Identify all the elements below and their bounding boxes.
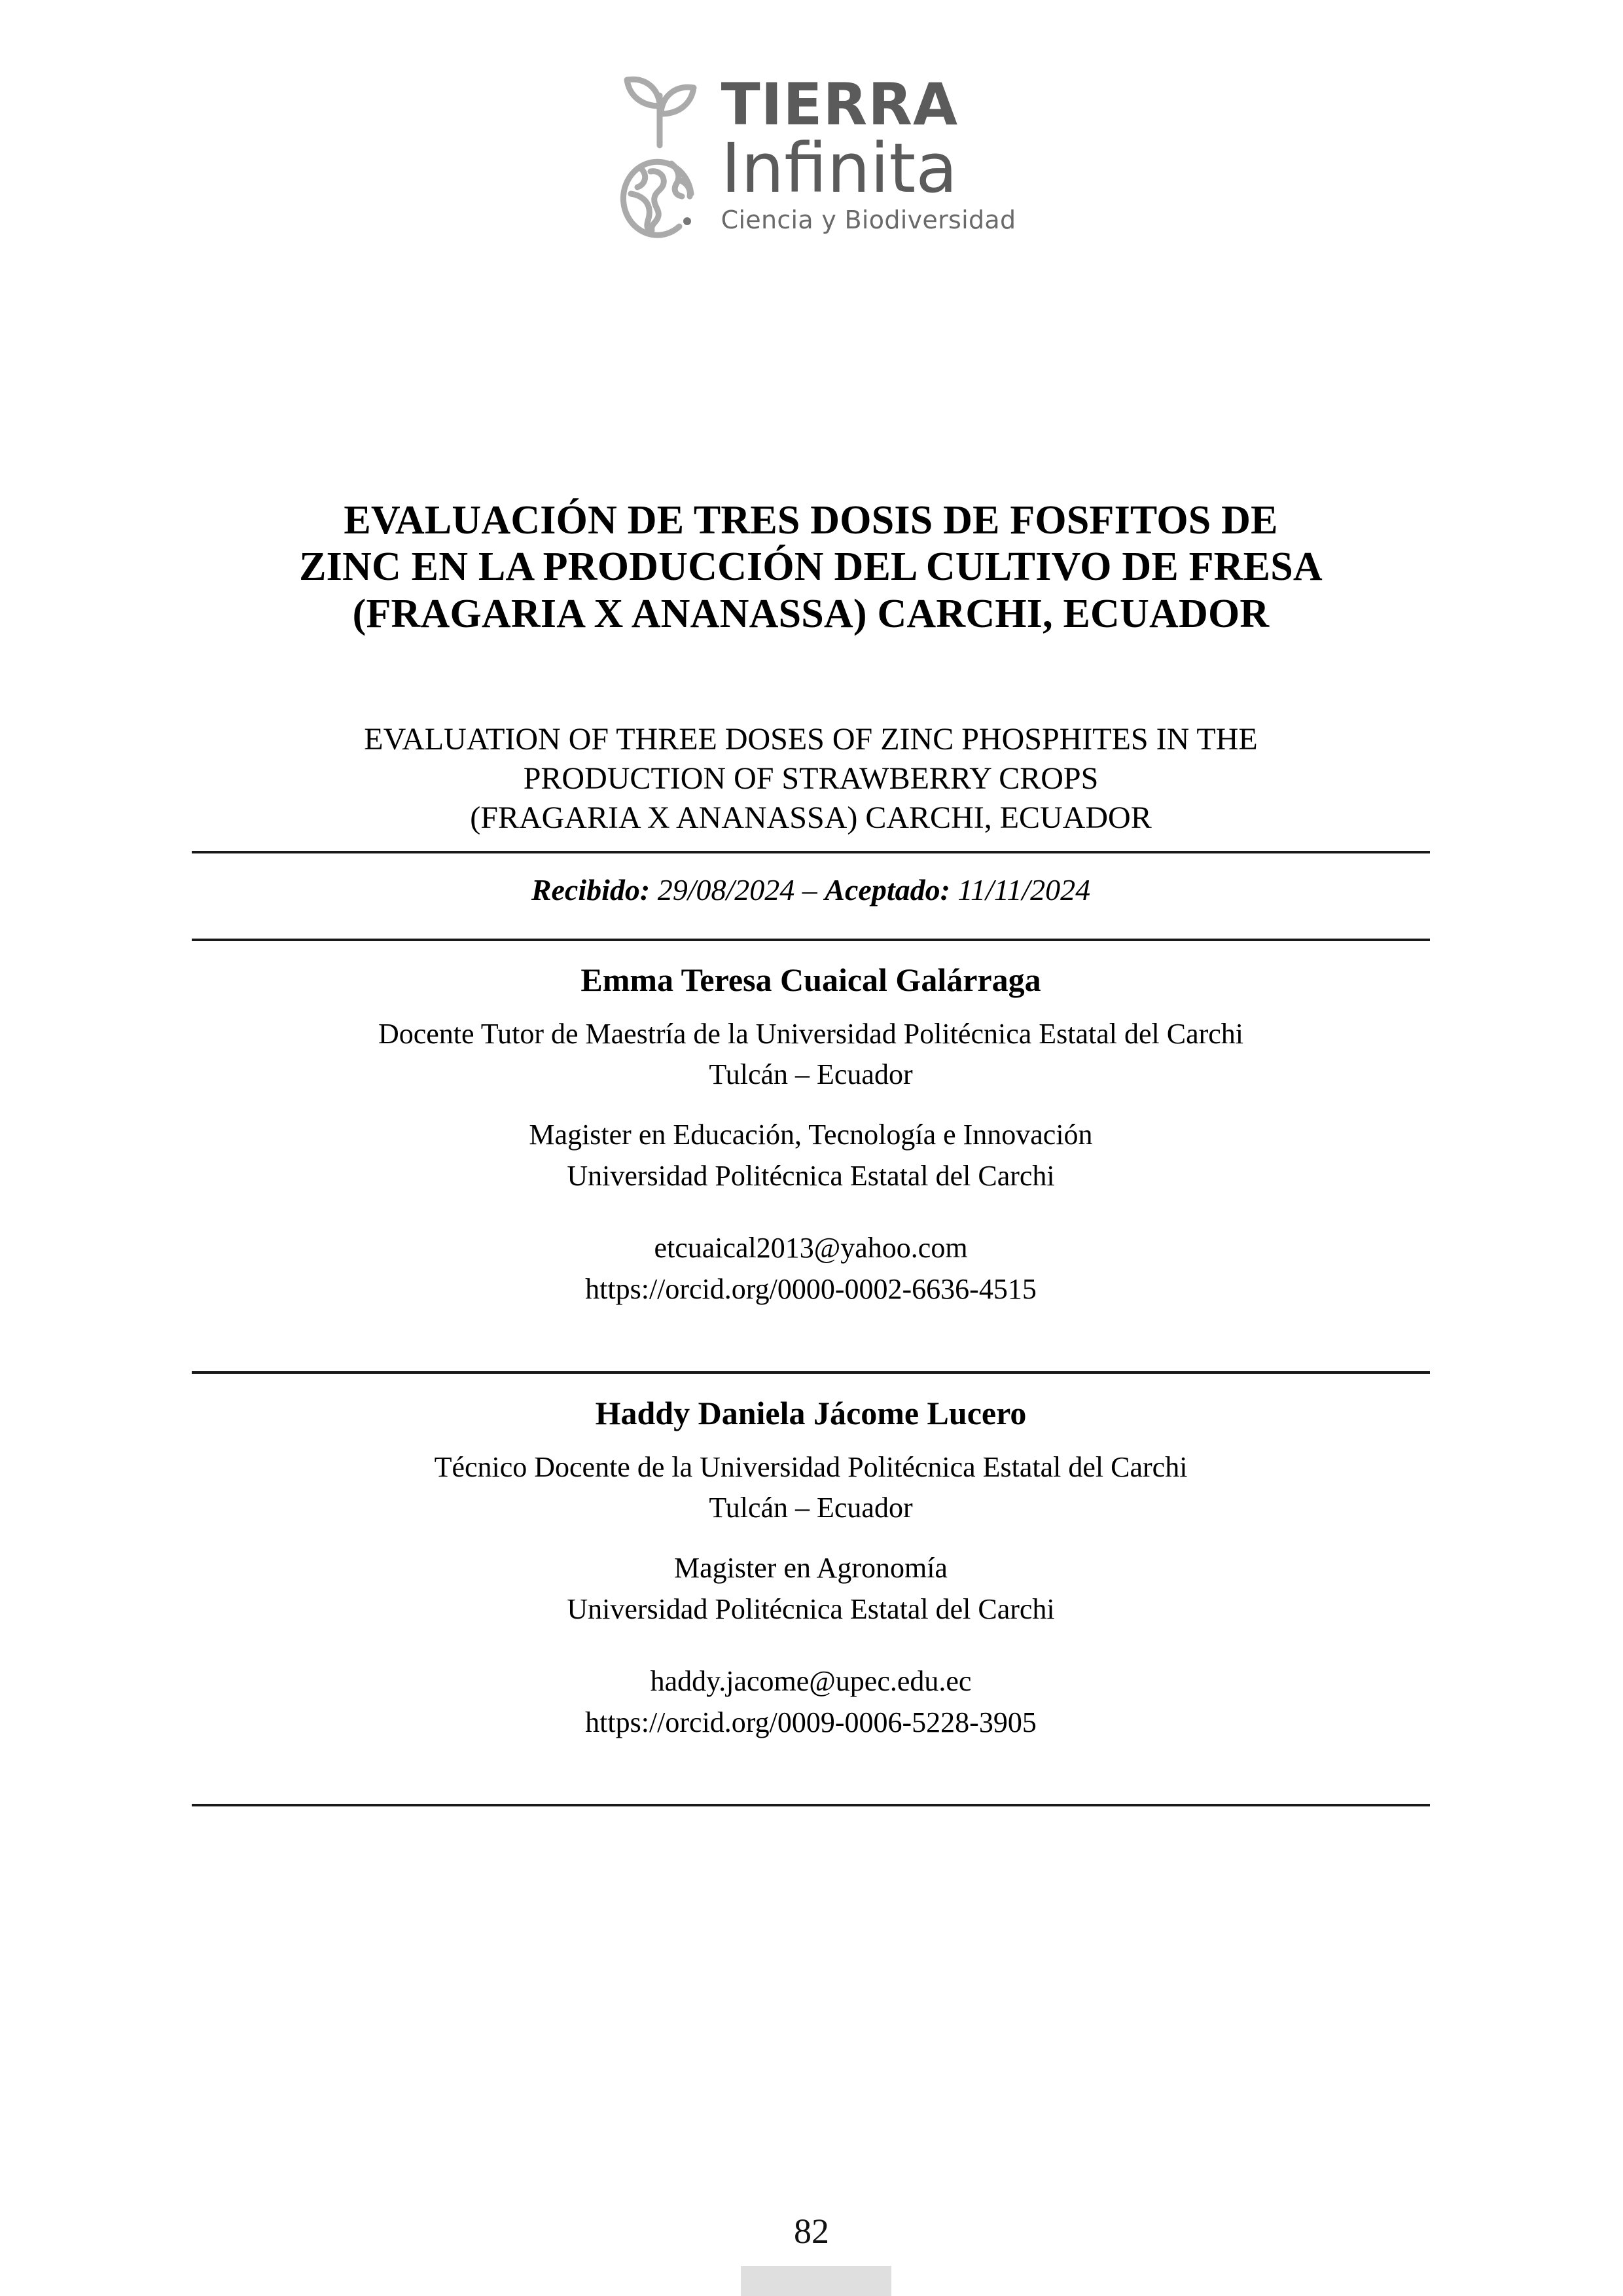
brand-primary: TIERRA — [721, 71, 959, 138]
spacer — [192, 1095, 1430, 1115]
bottom-gray-bar — [741, 2266, 891, 2296]
globe-sprout-icon — [607, 65, 712, 255]
author-name: Emma Teresa Cuaical Galárraga — [580, 961, 1041, 998]
author-location: Tulcán – Ecuador — [709, 1491, 913, 1524]
brand-tagline: Ciencia y Biodiversidad — [721, 205, 1016, 234]
author-role: Docente Tutor de Maestría de la Universidad Politécnica Estatal del Carchi — [378, 1017, 1244, 1050]
title-es-line-2: ZINC EN LA PRODUCCIÓN DEL CULTIVO DE FRESA — [299, 545, 1323, 590]
journal-masthead — [0, 65, 1623, 255]
author-name: Haddy Daniela Jácome Lucero — [595, 1395, 1027, 1431]
title-en-line-2: PRODUCTION OF STRAWBERRY CROPS — [523, 761, 1099, 796]
spacer — [192, 1630, 1430, 1661]
title-es-line-1: EVALUACIÓN DE TRES DOSIS DE FOSFITOS DE — [344, 497, 1278, 543]
author-degree: Magister en Educación, Tecnología e Innovación — [529, 1119, 1093, 1151]
divider-between-authors — [192, 1371, 1430, 1374]
author-block-1 — [192, 960, 1430, 1310]
title-es-line-3: (FRAGARIA X ANANASSA) CARCHI, ECUADOR — [352, 592, 1270, 637]
journal-logo — [607, 65, 1016, 255]
divider-above-dates — [192, 851, 1430, 853]
globe-dot-icon — [683, 217, 691, 225]
author-block-2 — [192, 1393, 1430, 1743]
brand-secondary: Infinita — [721, 128, 958, 208]
article-title-spanish — [192, 497, 1430, 639]
author-role: Técnico Docente de la Universidad Politécnica Estatal del Carchi — [434, 1450, 1188, 1483]
journal-wordmark — [721, 65, 1016, 234]
dates-separator: – — [802, 873, 817, 906]
divider-below-dates — [192, 939, 1430, 941]
author-orcid-link[interactable]: https://orcid.org/0009-0006-5228-3905 — [585, 1706, 1037, 1738]
author-location: Tulcán – Ecuador — [709, 1058, 913, 1090]
article-title-english — [192, 720, 1430, 838]
received-label: Recibido: — [531, 873, 651, 906]
page-number: 82 — [794, 2212, 829, 2251]
received-value: 29/08/2024 — [657, 873, 795, 906]
author-degree: Magister en Agronomía — [674, 1552, 948, 1585]
author-orcid-link[interactable]: https://orcid.org/0000-0002-6636-4515 — [585, 1272, 1037, 1305]
accepted-label: Aceptado: — [825, 873, 950, 906]
spacer — [192, 1196, 1430, 1228]
accepted-value: 11/11/2024 — [957, 873, 1091, 906]
title-en-line-1: EVALUATION OF THREE DOSES OF ZINC PHOSPHITES IN THE — [364, 721, 1258, 757]
author-institution: Universidad Politécnica Estatal del Carchi — [567, 1159, 1055, 1192]
author-institution: Universidad Politécnica Estatal del Carchi — [567, 1592, 1055, 1625]
author-email[interactable]: etcuaical2013@yahoo.com — [654, 1232, 968, 1265]
title-en-line-3: (FRAGARIA X ANANASSA) CARCHI, ECUADOR — [470, 800, 1152, 835]
spacer — [192, 1528, 1430, 1548]
divider-below-authors — [192, 1804, 1430, 1806]
submission-dates — [192, 872, 1430, 908]
author-email[interactable]: haddy.jacome@upec.edu.ec — [650, 1665, 972, 1698]
